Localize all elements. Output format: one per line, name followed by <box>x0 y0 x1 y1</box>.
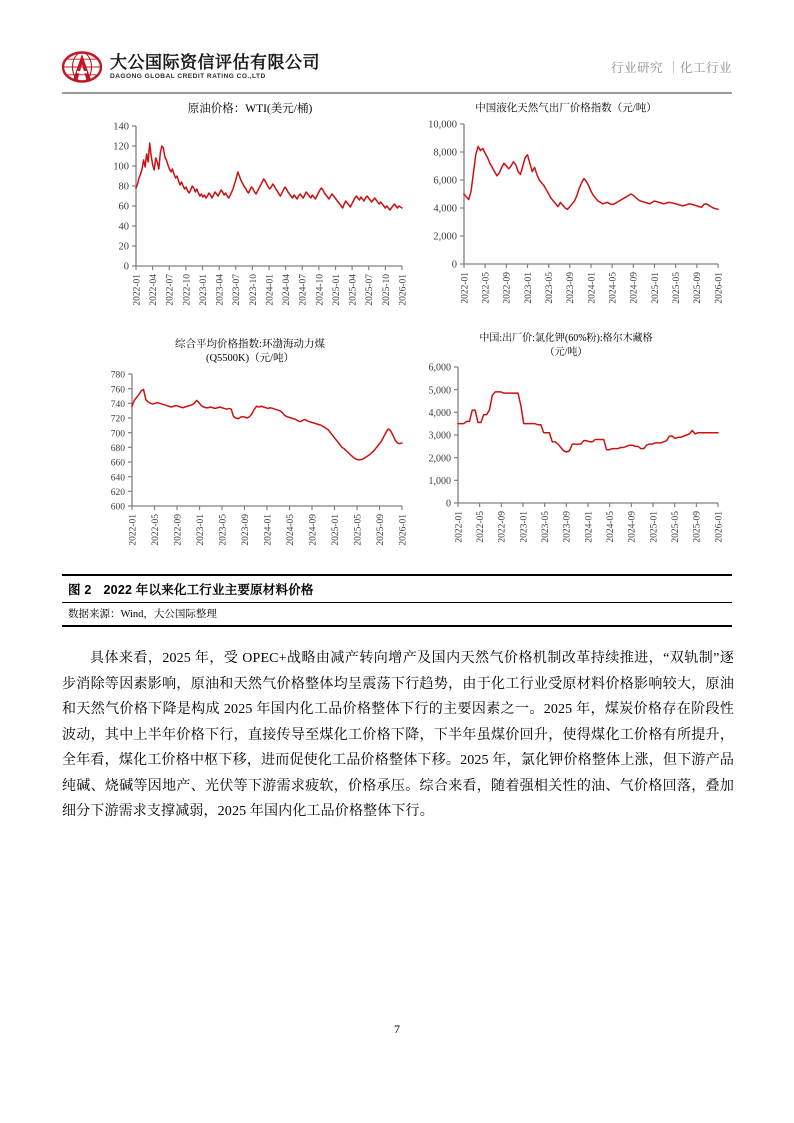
svg-text:2023-09: 2023-09 <box>566 272 577 304</box>
figure-source: 数据来源：Wind，大公国际整理 <box>68 609 217 620</box>
svg-text:2022-05: 2022-05 <box>481 272 492 304</box>
figure-chart-grid <box>62 100 732 570</box>
brand-name-cn: 大公国际资信评估有限公司 <box>110 52 320 72</box>
figure-caption <box>62 576 732 602</box>
chart-plot-wti <box>90 118 410 326</box>
figure-rule-bottom <box>62 625 732 627</box>
svg-text:660: 660 <box>110 458 125 469</box>
svg-text:2025-09: 2025-09 <box>692 511 703 543</box>
svg-text:2022-09: 2022-09 <box>502 272 513 304</box>
svg-text:2024-01: 2024-01 <box>265 273 276 306</box>
svg-text:2,000: 2,000 <box>428 453 451 465</box>
svg-text:2024-10: 2024-10 <box>315 273 326 306</box>
svg-text:2025-04: 2025-04 <box>348 273 359 306</box>
chart-title-coal-line1: 综合平均价格指数:环渤海动力煤 <box>175 339 325 350</box>
svg-text:2024-01: 2024-01 <box>587 272 598 304</box>
svg-text:2025-01: 2025-01 <box>331 273 342 306</box>
svg-text:2024-05: 2024-05 <box>606 511 617 543</box>
svg-text:2022-09: 2022-09 <box>497 511 508 543</box>
svg-text:740: 740 <box>110 400 125 411</box>
svg-text:2022-05: 2022-05 <box>476 511 487 543</box>
chart-title-kcl-line1: 中国:出厂价:氯化钾(60%粉):格尔木藏格 <box>479 333 653 344</box>
body-paragraph: 具体来看，2025 年，受 OPEC+战略由减产转向增产及国内天然气价格机制改革持续推进，“双轨制”逐步消除等因素影响，原油和天然气价格整体均呈震荡下行趋势，由于化工行业受原材料价格影响较大，原油和天然气价格下降是构成 2025 年国内化工品价格整体下行的主要因素之一。2025 年，煤炭价格存在阶段性波动，其中上半年价格下行，直接传导至煤化工价格下降，下半年虽煤价回升，使得煤化工价格有所提升，全年看，煤化工价格中枢下移，进而促使化工品价格整体下移。2025 年，氯化钾价格整体上涨，但下游产品纯碱、烧碱等因地产、光伏等下游需求疲软，价格承压。综合来看，随着强相关性的油、气价格回落，叠加细分下游需求支撑减弱，2025 年国内化工品价格整体下行。 <box>62 651 734 819</box>
svg-text:2024-09: 2024-09 <box>308 514 319 547</box>
svg-text:2025-01: 2025-01 <box>650 272 661 304</box>
svg-text:8,000: 8,000 <box>433 147 457 159</box>
svg-text:120: 120 <box>113 141 129 153</box>
svg-text:2026-01: 2026-01 <box>398 273 409 306</box>
svg-text:680: 680 <box>110 444 125 455</box>
svg-text:2025-09: 2025-09 <box>693 272 704 304</box>
chart-china-lng-price-index <box>406 102 726 330</box>
chart-plot-coal <box>90 366 410 562</box>
svg-text:2025-09: 2025-09 <box>375 514 386 547</box>
chart-title-wti: 原油价格：WTI(美元/桶) <box>187 103 313 115</box>
svg-text:2023-01: 2023-01 <box>195 514 206 547</box>
figure-number: 图 2 <box>68 583 92 597</box>
svg-text:6,000: 6,000 <box>433 175 457 187</box>
chart-bohai-steam-coal-index <box>90 338 410 570</box>
svg-text:2022-05: 2022-05 <box>150 514 161 547</box>
svg-text:2025-01: 2025-01 <box>649 511 660 543</box>
svg-text:780: 780 <box>110 370 125 381</box>
svg-text:2022-01: 2022-01 <box>460 272 471 304</box>
svg-text:10,000: 10,000 <box>428 119 457 131</box>
svg-text:80: 80 <box>118 181 129 193</box>
header-divider <box>62 92 732 94</box>
svg-text:760: 760 <box>110 385 125 396</box>
svg-text:2026-01: 2026-01 <box>714 511 725 543</box>
svg-text:700: 700 <box>110 429 125 440</box>
svg-text:2,000: 2,000 <box>433 231 457 243</box>
svg-text:4,000: 4,000 <box>433 203 457 215</box>
svg-text:2023-10: 2023-10 <box>248 273 259 306</box>
svg-text:2023-05: 2023-05 <box>541 511 552 543</box>
brand-text-block <box>110 54 320 81</box>
svg-text:2023-09: 2023-09 <box>240 514 251 547</box>
svg-text:2024-05: 2024-05 <box>285 514 296 547</box>
svg-text:2024-01: 2024-01 <box>263 514 274 547</box>
svg-text:40: 40 <box>118 221 129 233</box>
svg-text:2023-09: 2023-09 <box>562 511 573 543</box>
svg-text:2023-01: 2023-01 <box>519 511 530 543</box>
svg-text:2024-05: 2024-05 <box>608 272 619 304</box>
svg-text:4,000: 4,000 <box>428 407 451 419</box>
svg-text:140: 140 <box>113 121 129 133</box>
svg-text:5,000: 5,000 <box>428 385 451 397</box>
svg-text:2025-01: 2025-01 <box>330 514 341 547</box>
svg-text:2025-05: 2025-05 <box>353 514 364 547</box>
svg-text:2024-01: 2024-01 <box>584 511 595 543</box>
svg-text:1,000: 1,000 <box>428 475 451 487</box>
svg-text:3,000: 3,000 <box>428 430 451 442</box>
svg-text:2022-10: 2022-10 <box>182 273 193 306</box>
chart-potassium-chloride-price <box>406 332 726 570</box>
svg-text:2025-07: 2025-07 <box>365 273 376 306</box>
svg-text:2024-09: 2024-09 <box>629 272 640 304</box>
chart-title-lng: 中国液化天然气出厂价格指数（元/吨） <box>475 103 657 114</box>
svg-text:2022-07: 2022-07 <box>165 273 176 306</box>
chart-plot-kcl <box>406 359 726 561</box>
svg-text:2024-09: 2024-09 <box>627 511 638 543</box>
figure-caption-text: 2022 年以来化工行业主要原材料价格 <box>103 583 314 597</box>
svg-text:2023-05: 2023-05 <box>545 272 556 304</box>
svg-text:2024-04: 2024-04 <box>282 273 293 306</box>
page-number: 7 <box>394 1022 400 1036</box>
svg-text:640: 640 <box>110 473 125 484</box>
svg-text:2023-01: 2023-01 <box>198 273 209 306</box>
svg-text:2026-01: 2026-01 <box>398 514 409 547</box>
svg-text:2023-05: 2023-05 <box>218 514 229 547</box>
svg-text:2026-01: 2026-01 <box>714 272 725 304</box>
company-brand <box>62 50 320 84</box>
page-header <box>62 42 732 92</box>
svg-text:2022-01: 2022-01 <box>454 511 465 543</box>
svg-text:6,000: 6,000 <box>428 362 451 374</box>
svg-text:2022-04: 2022-04 <box>149 273 160 306</box>
svg-text:2023-01: 2023-01 <box>523 272 534 304</box>
svg-text:0: 0 <box>451 259 457 271</box>
chart-wti-crude-oil <box>90 102 410 330</box>
svg-text:2025-10: 2025-10 <box>381 273 392 306</box>
svg-text:0: 0 <box>123 261 129 273</box>
svg-text:2022-01: 2022-01 <box>132 273 143 306</box>
svg-text:100: 100 <box>113 161 129 173</box>
svg-text:2024-07: 2024-07 <box>298 273 309 306</box>
svg-text:2023-07: 2023-07 <box>232 273 243 306</box>
header-section-label: 行业研究 ｜化工行业 <box>611 61 732 75</box>
dagong-globe-logo-icon <box>62 50 102 84</box>
svg-text:2023-04: 2023-04 <box>215 273 226 306</box>
svg-text:2022-01: 2022-01 <box>128 514 139 547</box>
svg-text:620: 620 <box>110 488 125 499</box>
svg-text:2022-09: 2022-09 <box>173 514 184 547</box>
figure-caption-block <box>62 574 732 627</box>
svg-text:60: 60 <box>118 201 129 213</box>
chart-plot-lng <box>406 116 726 324</box>
svg-text:720: 720 <box>110 414 125 425</box>
brand-name-en: DAGONG GLOBAL CREDIT RATING CO.,LTD <box>110 72 266 80</box>
chart-title-coal-line2: (Q5500K)（元/吨） <box>205 353 295 365</box>
svg-text:20: 20 <box>118 241 129 253</box>
chart-title-kcl-line2: （元/吨） <box>544 346 588 358</box>
svg-text:2025-05: 2025-05 <box>672 272 683 304</box>
svg-text:600: 600 <box>110 502 125 513</box>
svg-text:0: 0 <box>446 498 451 510</box>
svg-text:2025-05: 2025-05 <box>671 511 682 543</box>
